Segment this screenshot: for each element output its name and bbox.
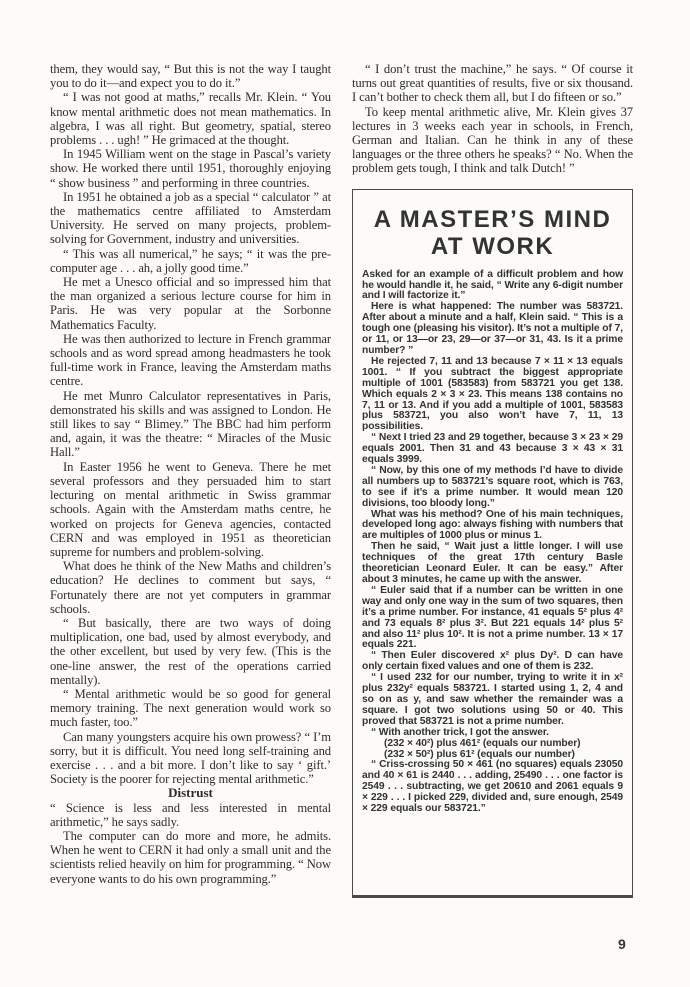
feature-box-title-line2: AT WORK [430,232,555,260]
paragraph: “ I was not good at maths,” recalls Mr. Klein. “ You know mental arithmetic does not mean mathematics. In algebra, I was all right. But geometry, spatial, stereo problems . . . ugh! ” He grimaced at the thought. [50,90,331,148]
feature-box [352,189,633,898]
distrust-subheading: Distrust [168,785,213,801]
paragraph: In Easter 1956 he went to Geneva. There he met several professors and they persuaded him to start lecturing on mental arithmetic in Swiss grammar schools. Again with the Amsterdam maths centre, he worked on projects for Geneva agencies, contacted CERN and was employed in 1951 as theoretician supreme for numbers and problem-solving. [50,459,331,559]
paragraph: To keep mental arithmetic alive, Mr. Klein gives 37 lectures in 3 weeks each year in schools, in French, German and Italian. Can he think in any of these languages or the three others he speaks? “ No. When the problem gets tough, I think and talk Dutch! ” [352,104,633,176]
paragraph: In 1951 he obtained a job as a special “ calculator ” at the mathematics centre affiliated to Amsterdam University. He served on many projects, problem-solving for Government, industry and universities. [50,189,331,247]
box-paragraph: “ I used 232 for our number, trying to write it in x² plus 232y² equals 583721. I started using 1, 2, 4 and so on as y, and saw whether the remainder was a square. I got two solutions using 50 or 40. This proved that 583721 is not a prime number. [362,672,623,727]
box-paragraph: Asked for an example of a difficult problem and how he would handle it, he said, “ Write any 6-digit number and I will factorize it.” [362,268,623,302]
page-number: 9 [618,936,626,952]
paragraph: “ Mental arithmetic would be so good for general memory training. The next generation would work so much faster, too.” [50,686,331,730]
paragraph: In 1945 William went on the stage in Pascal’s variety show. He worked there until 1951, thoroughly enjoying “ show business ” and performing in three countries. [50,147,331,190]
paragraph: Can many youngsters acquire his own prowess? “ I’m sorry, but it is difficult. You need long self-training and exercise . . . and a bit more. I don’t like to say ‘ gift.’ Society is the poorer for rejecting mental arithmetic.” [50,729,331,787]
feature-box-title-line1: A MASTER’S MIND [373,205,612,233]
feature-box-title [362,206,623,260]
box-paragraph: He rejected 7, 11 and 13 because 7 × 11 × 13 equals 1001. “ If you subtract the biggest appropriate multiple of 1001 (583583) from 583721 you get 138. Which equals 2 × 3 × 23. This means 138 contains no 7, 11 or 13. And if you add a multiple of 1001, 583583 plus 583721, you also won’t have 7, 11, 13 possibilities. [362,355,623,433]
box-paragraph: “ Then Euler discovered x² plus Dy². D can have only certain fixed values and one of them is 232. [362,650,623,673]
paragraph: The computer can do more and more, he admits. When he went to CERN it had only a small unit and the scientists relied heavily on him for programming. “ Now everyone wants to do his own programming.” [50,828,331,886]
box-equation: (232 × 40²) plus 461² (equals our number) [384,737,581,749]
paragraph: He was then authorized to lecture in French grammar schools and as word spread among headmasters he took full-time work in France, leaving the Amsterdam maths centre. [50,331,331,389]
box-paragraph: Then he said, “ Wait just a little longer. I will use techniques of the great 17th century Basle theoretician Leonard Euler. It can be easy.” After about 3 minutes, he came up with the answer. [362,541,623,585]
box-paragraph: “ Euler said that if a number can be written in one way and only one way in the sum of two squares, then it’s a prime number. For instance, 41 equals 5² plus 4² and 73 equals 8² plus 3². But 221 equals 14² plus 5² and also 11² plus 10². It is not a prime number. 13 × 17 equals 221. [362,584,623,651]
right-column [352,62,633,898]
box-paragraph: Here is what happened: The number was 583721. After about a minute and a half, Klein said. “ This is a tough one (pleasing his visitor). It’s not a multiple of 7, or 11, or 13—or 23, 29—or 37—or 31, 43. Is it a prime number? ” [362,301,623,356]
box-paragraph: “ Criss-crossing 50 × 461 (no squares) equals 23050 and 40 × 61 is 2440 . . . adding, 25490 . . . one factor is 2549 . . . subtracting, we get 20610 and 2061 equals 9 × 229 . . . I picked 229, divided and, sure enough, 2549 × 229 equals our 583721.” [362,759,623,815]
box-equation: (232 × 50²) plus 61² (equals our number) [384,748,575,760]
paragraph: What does he think of the New Maths and children’s education? He declines to comment but says, “ Fortunately there are not yet computers in grammar schools. [50,559,331,616]
left-column [50,62,331,886]
paragraph: He met a Unesco official and so impressed him that the man organized a serious lecture course for him in Paris. He was very popular at the Sorbonne Mathematics Faculty. [50,275,331,332]
paragraph: “ Science is less and less interested in mental arithmetic,” he says sadly. [50,800,331,829]
paragraph: them, they would say, “ But this is not the way I taught you to do it—and expect you to do it.” [50,62,331,91]
paragraph: “ But basically, there are two ways of doing multiplication, one bad, used by almost everybody, and the other excellent, but used by very few. (This is the one-line answer, the rest of the operations carried mentally). [50,615,331,687]
box-paragraph: “ Next I tried 23 and 29 together, because 3 × 23 × 29 equals 2001. Then 31 and 43 because 3 × 43 × 31 equals 3999. [362,432,623,466]
paragraph: He met Munro Calculator representatives in Paris, demonstrated his skills and was assigned to London. He still likes to say “ Blimey.” The BBC had him perform and, again, it was the theatre: “ Miracles of the Music Hall.” [50,388,331,460]
box-paragraph: “ With another trick, I got the answer. [371,726,549,738]
box-paragraph: “ Now, by this one of my methods I’d have to divide all numbers up to 583721’s square root, which is 763, to see if it’s a prime number. It would mean 120 divisions, too bloody long.” [362,464,623,509]
box-paragraph: What was his method? One of his main techniques, developed long ago: always fishing with numbers that are multiples of 1000 plus or minus 1. [362,508,623,542]
paragraph: “ I don’t trust the machine,” he says. “ Of course it turns out great quantities of results, five or six thousand. I can’t bother to check them all, but I do fifteen or so.” [352,62,633,105]
paragraph: “ This was all numerical,” he says; “ it was the pre-computer age . . . ah, a jolly good time.” [50,246,331,275]
